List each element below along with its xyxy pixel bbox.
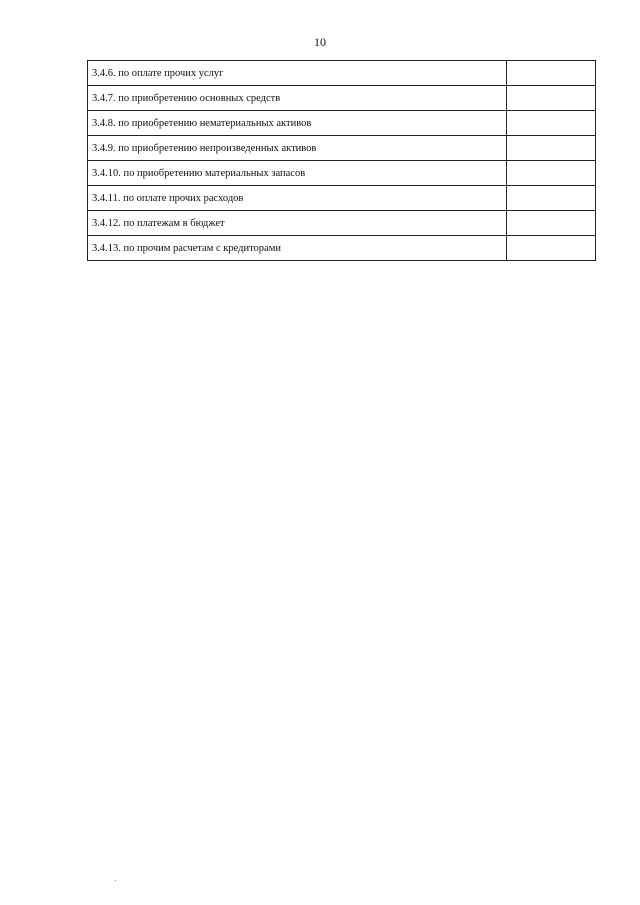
- table-row: [88, 236, 596, 261]
- row-label: 3.4.12. по платежам в бюджет: [88, 211, 507, 236]
- table-row: [88, 111, 596, 136]
- row-label: 3.4.7. по приобретению основных средств: [88, 86, 507, 111]
- table-row: [88, 161, 596, 186]
- page-number: 10: [314, 35, 326, 49]
- row-value: [507, 161, 596, 186]
- settlements-table-body: [88, 61, 596, 261]
- row-label: 3.4.8. по приобретению нематериальных активов: [88, 111, 507, 136]
- row-value: [507, 136, 596, 161]
- row-label: 3.4.10. по приобретению материальных запасов: [88, 161, 507, 186]
- row-value: [507, 236, 596, 261]
- row-label: 3.4.6. по оплате прочих услуг: [88, 61, 507, 86]
- row-label: 3.4.11. по оплате прочих расходов: [88, 186, 507, 211]
- table-row: [88, 211, 596, 236]
- row-label: 3.4.13. по прочим расчетам с кредиторами: [88, 236, 507, 261]
- table-row: [88, 186, 596, 211]
- settlements-table: [87, 60, 596, 261]
- row-value: [507, 86, 596, 111]
- row-value: [507, 111, 596, 136]
- row-label: 3.4.9. по приобретению непроизведенных активов: [88, 136, 507, 161]
- table-row: [88, 61, 596, 86]
- table-row: [88, 136, 596, 161]
- row-value: [507, 211, 596, 236]
- scan-speck: [115, 880, 116, 881]
- row-value: [507, 61, 596, 86]
- table-row: [88, 86, 596, 111]
- row-value: [507, 186, 596, 211]
